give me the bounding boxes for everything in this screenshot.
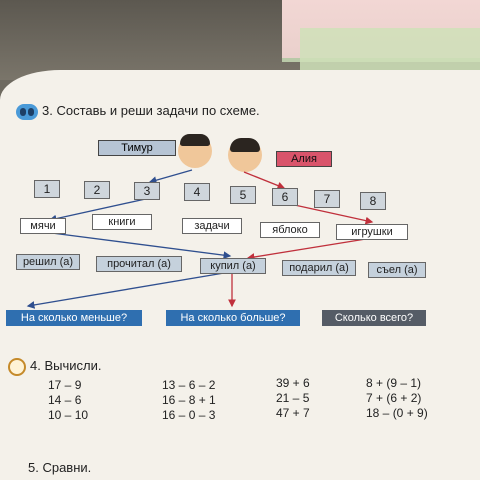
expression: 16 – 0 – 3	[162, 408, 216, 422]
object-apple: яблоко	[260, 222, 320, 238]
expression: 14 – 6	[48, 393, 82, 407]
number-box-4: 4	[184, 183, 210, 201]
arrow-bought-less	[28, 272, 230, 306]
verb-read: прочитал (а)	[96, 256, 182, 272]
expression: 8 + (9 – 1)	[366, 376, 422, 390]
task4-title: 4. Вычисли.	[30, 358, 102, 373]
object-books: книги	[92, 214, 152, 230]
expression: 17 – 9	[48, 378, 82, 392]
number-box-6: 6	[272, 188, 298, 206]
task4-column-2	[162, 378, 216, 423]
verb-gave: подарил (а)	[282, 260, 356, 276]
question-total: Сколько всего?	[322, 310, 426, 326]
expression: 21 – 5	[276, 391, 310, 405]
verb-ate: съел (а)	[368, 262, 426, 278]
expression: 18 – (0 + 9)	[366, 406, 428, 420]
number-box-5: 5	[230, 186, 256, 204]
verb-bought: купил (а)	[200, 258, 266, 274]
question-more: На сколько больше?	[166, 310, 300, 326]
task5-title: 5. Сравни.	[28, 460, 92, 475]
number-box-3: 3	[134, 182, 160, 200]
arrow-toys-bought	[248, 238, 372, 258]
task4-column-3	[276, 376, 310, 421]
question-less: На сколько меньше?	[6, 310, 142, 326]
object-toys: игрушки	[336, 224, 408, 240]
task4-column-4	[366, 376, 428, 421]
task3-number: 3.	[42, 103, 53, 118]
verb-solved: решил (а)	[16, 254, 80, 270]
object-balls: мячи	[20, 218, 66, 234]
name-aliya: Алия	[276, 151, 332, 167]
number-box-1: 1	[34, 180, 60, 198]
arrow-timur-3	[150, 170, 192, 182]
expression: 7 + (6 + 2)	[366, 391, 422, 405]
expression: 10 – 10	[48, 408, 89, 422]
expression: 13 – 6 – 2	[162, 378, 216, 392]
arrow-balls-bought	[44, 232, 230, 256]
task3-title: Составь и реши задачи по схеме.	[56, 103, 260, 118]
expression: 47 + 7	[276, 406, 310, 420]
name-timur: Тимур	[98, 140, 176, 156]
expression: 16 – 8 + 1	[162, 393, 216, 407]
task4-column-1	[48, 378, 88, 423]
stopwatch-icon	[8, 358, 26, 376]
object-problems: задачи	[182, 218, 242, 234]
expression: 39 + 6	[276, 376, 310, 390]
number-box-8: 8	[360, 192, 386, 210]
number-box-7: 7	[314, 190, 340, 208]
number-box-2: 2	[84, 181, 110, 199]
